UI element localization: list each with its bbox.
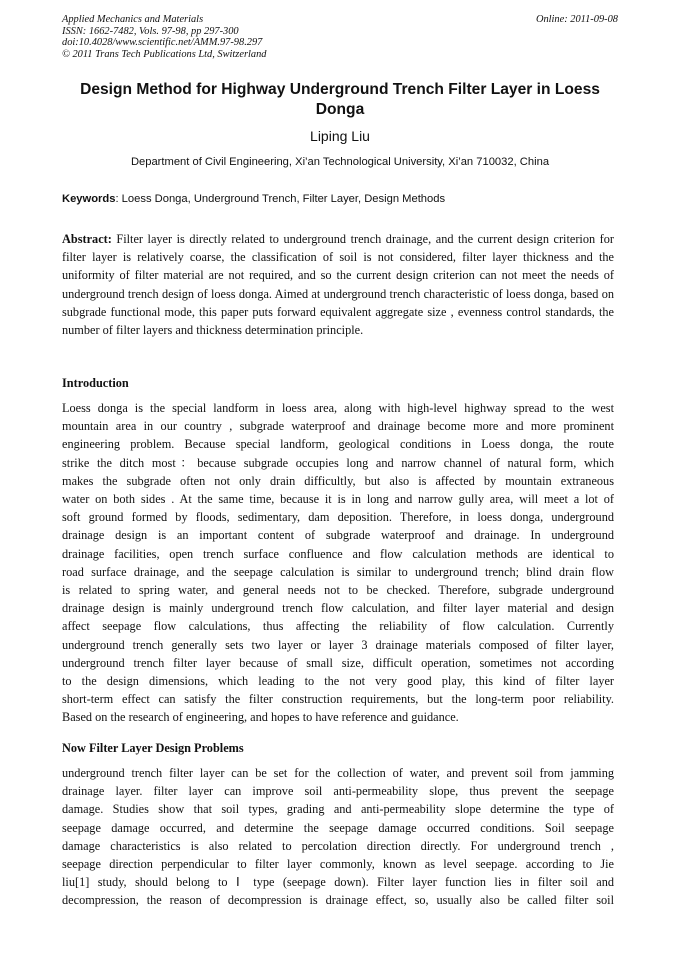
paper-title: Design Method for Highway Underground Trench Filter Layer in Loess Donga <box>80 81 600 118</box>
text-line: makes the subgrade often not only drain difficultly, but also is affected by mountain extraneous <box>62 473 614 488</box>
keywords-label: Keywords <box>62 193 116 205</box>
text-line: seepage direction perpendicular to filter layer commonly, known as level seepage. according to Jie <box>62 857 614 872</box>
text-line: decompression, the reason of decompression is drainage effect, so, usually also be called filter soil <box>62 893 614 908</box>
keywords-text: : Loess Donga, Underground Trench, Filter Layer, Design Methods <box>115 193 446 205</box>
text-line: damage. Studies show that soil types, grading and anti-permeability slope determine the type of <box>62 802 614 817</box>
copyright-line: © 2011 Trans Tech Publications Ltd, Switzerland <box>62 48 267 60</box>
text-line: drainage facilities, open trench surface confluence and flow calculation methods are identical to <box>62 546 614 561</box>
text-line: affect seepage flow calculations, thus affecting the reliability of flow calculation. Currently <box>62 619 614 634</box>
text-line: is related to spring water, and general needs not to be checked. Therefore, subgrade underground <box>62 583 614 598</box>
keywords-line <box>62 192 618 207</box>
text-line: water on both sides . At the same time, because it is in long and narrow gully area, will meet a lot of <box>62 492 614 507</box>
introduction-heading: Introduction <box>62 376 129 390</box>
text-line: underground trench filter layer can be set for the collection of water, and prevent soil from jamming <box>62 766 614 780</box>
author-affiliation: Department of Civil Engineering, Xi’an Technological University, Xi’an 710032, China <box>130 156 550 168</box>
text-line: drainage layer. filter layer can improve soil anti-permeability slope, thus prevent the seepage <box>62 784 614 799</box>
text-line: seepage damage occurred, and determine the seepage damage occurred conditions. Soil seepage <box>62 820 614 835</box>
abstract-paragraph <box>62 230 614 339</box>
text-line: mountain area in our country , subgrade waterproof and drainage become more and more prominent <box>62 419 614 434</box>
text-line: drainage design is an important content of subgrade waterproof and drainage. In underground <box>62 528 614 543</box>
text-line: to the design dimensions, which leading to the not very good play, this kind of filter layer <box>62 674 614 689</box>
text-line: strike the ditch most：because subgrade occupies long and narrow channel of natural form, which <box>62 455 614 470</box>
online-date: Online: 2011-09-08 <box>535 14 618 25</box>
text-line: Loess donga is the special landform in loess area, along with high-level highway spread to the west <box>62 401 614 415</box>
text-line: liu[1] study, should belong to Ⅰ type (seepage down). Filter layer function lies in filter soil and <box>62 875 614 890</box>
text-line: soft ground formed by floods, sedimentary, dam deposition. Therefore, in loess donga, underground <box>62 510 614 525</box>
abstract-text: Filter layer is directly related to underground trench drainage, and the current design criterion for filter layer is relatively coarse, the classification of soil is not considered, filter layer thickness and the uniformity of filter material are not required, and so the current design criterion can not meet the needs of underground trench design of loess donga. Aimed at underground trench characteristic of loess donga, based on subgrade functional mode, this paper puts forward equivalent aggregate size , evenness control standards, the number of filter layers and thickness determination principle. <box>62 232 614 338</box>
doi-line: doi:10.4028/www.scientific.net/AMM.97-98.297 <box>62 37 263 49</box>
text-line: short-term effect can satisfy the filter construction requirements, but the long-term poor reliability. <box>62 692 614 707</box>
text-line: drainage design is mainly underground trench flow calculation, and filter layer material and design <box>62 601 614 616</box>
introduction-paragraph <box>62 399 614 727</box>
issn-line: ISSN: 1662-7482, Vols. 97-98, pp 297-300 <box>62 25 239 37</box>
abstract-label: Abstract: <box>62 232 112 246</box>
text-line: underground trench filter layer because of small size, difficult operation, sometimes not according <box>62 655 614 670</box>
text-line: Based on the research of engineering, and hopes to have reference and guidance. <box>62 710 459 725</box>
text-line: damage characteristics is also related to percolation direction directly. For underground trench , <box>62 838 614 853</box>
text-line: underground trench generally sets two layer or layer 3 drainage materials composed of filter layer, <box>62 637 614 652</box>
text-line: engineering problem. Because special landform, geological conditions in Loess donga, the route <box>62 437 614 452</box>
text-line: road surface drainage, and the seepage calculation is similar to underground trench; blind drain flow <box>62 564 614 579</box>
journal-name: Applied Mechanics and Materials <box>62 14 204 25</box>
filter-problems-paragraph <box>62 764 614 910</box>
journal-header <box>62 14 618 60</box>
filter-problems-heading: Now Filter Layer Design Problems <box>62 741 244 755</box>
author-name: Liping Liu <box>310 128 370 144</box>
